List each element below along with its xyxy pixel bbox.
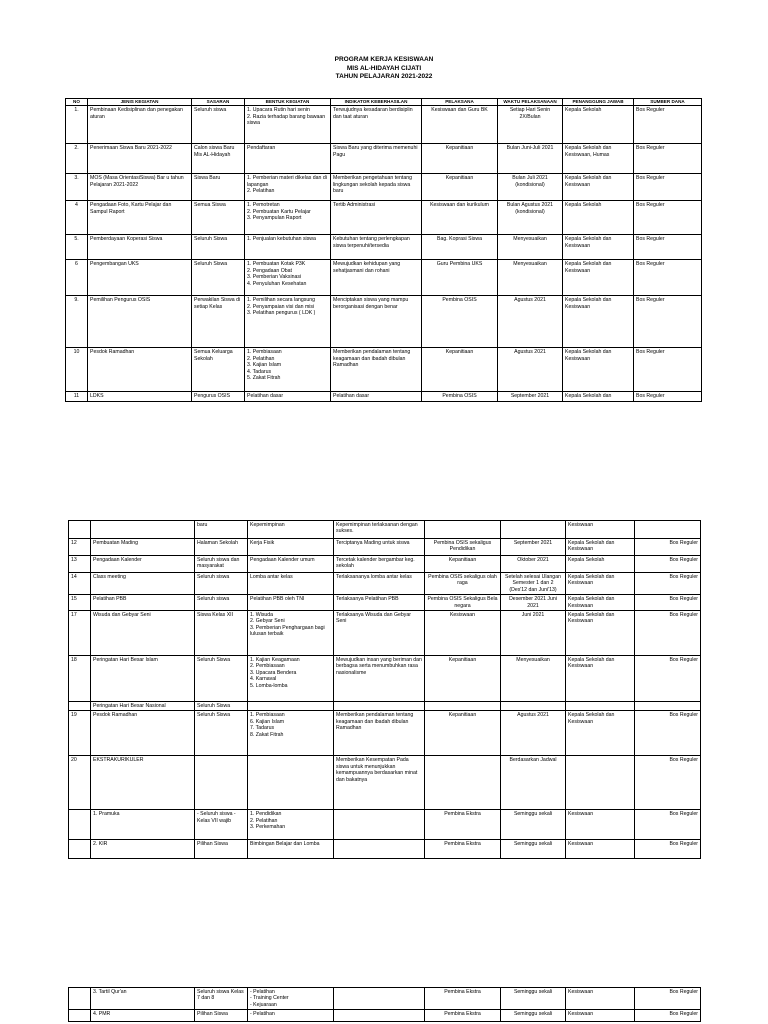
cell-pj: Kepala Sekolah dan Kesiswaan [563, 235, 634, 260]
cell-no [69, 521, 91, 539]
cell-dana: Bos Reguler [635, 810, 701, 840]
cell-dana [635, 702, 701, 711]
cell-pelaksana: Kesiswaan dan kurikulum [422, 201, 498, 235]
cell-jenis: Pengadaan Kalender [91, 556, 195, 573]
cell-pelaksana: Kepanitiaan [422, 174, 498, 201]
cell-waktu: Agustus 2021 [498, 296, 563, 348]
cell-pelaksana [425, 702, 501, 711]
cell-bentuk [245, 235, 331, 260]
cell-bentuk [248, 611, 334, 656]
activity-item: 2. Pembuatan Kartu Pelajar [247, 208, 311, 215]
activity-item: Bimbingan Belajar dan Lomba [250, 841, 320, 848]
activity-item: 2. Pelatihan [250, 817, 278, 824]
table-row [69, 988, 701, 1010]
cell-no [69, 840, 91, 859]
cell-indikator [334, 840, 425, 859]
table-row [69, 711, 701, 756]
cell-no: 9. [66, 296, 88, 348]
cell-jenis: Pesdok Ramadhan [91, 711, 195, 756]
cell-no [69, 988, 91, 1010]
cell-indikator: Pelatihan dasar [331, 392, 422, 401]
table-row [69, 539, 701, 556]
cell-pj: Kepala Sekolah dan Kesiswaan [566, 611, 635, 656]
cell-no: 2. [66, 144, 88, 174]
cell-sasaran: Siswa Baru [192, 174, 245, 201]
cell-jenis: Pelatihan PBB [91, 595, 195, 611]
activity-item: 3. Perkemahan [250, 824, 286, 831]
cell-pj: Kesiswaan [566, 988, 635, 1010]
cell-pelaksana: Guru Pembina UKS [422, 260, 498, 296]
cell-jenis: Pesdok Ramadhan [88, 348, 192, 392]
cell-sasaran: Seluruh siswa [192, 106, 245, 144]
cell-dana: Bos Reguler [635, 573, 701, 595]
cell-no: 13 [69, 556, 91, 573]
cell-pelaksana: Kepanitiaan [425, 556, 501, 573]
table-row [69, 556, 701, 573]
cell-waktu [501, 521, 566, 539]
column-header: BENTUK KEGIATAN [245, 99, 331, 106]
cell-jenis: 1. Pramuka [91, 810, 195, 840]
cell-waktu: Seminggu sekali [501, 988, 566, 1010]
cell-no: 1. [66, 106, 88, 144]
cell-pelaksana: Pembina OSIS sekaligus Pendidikan [425, 539, 501, 556]
cell-dana: Bos Reguler [635, 556, 701, 573]
cell-indikator: Memberikan pendalaman tentang keagamaan dan ibadah dibulan Ramadhan [331, 348, 422, 392]
cell-indikator: Terlaksanya Pelatihan PBB [334, 595, 425, 611]
cell-no: 20 [69, 756, 91, 810]
cell-dana: Bos Reguler [635, 595, 701, 611]
activity-item: 1. Kajian Keagamaan [250, 657, 300, 664]
cell-dana: Bos Reguler [635, 611, 701, 656]
cell-pj: Kepala Sekolah dan Kesiswaan [566, 711, 635, 756]
column-header: SUMBER DANA [634, 99, 702, 106]
cell-sasaran: Seluruh Siswa [195, 656, 248, 702]
cell-dana: Bos Reguler [635, 711, 701, 756]
program-table-page-1 [65, 98, 702, 402]
cell-jenis: Class meeting [91, 573, 195, 595]
activity-item: Pengadaan Kalender umum [250, 557, 315, 563]
program-table-page-3 [68, 987, 701, 1022]
column-header: JENIS KEGIATAN [88, 99, 192, 106]
cell-bentuk [248, 595, 334, 611]
cell-jenis: Peringatan Hari Besar Nasional [91, 702, 195, 711]
cell-dana: Bos Reguler [634, 235, 702, 260]
cell-sasaran: Seluruh Siswa [192, 260, 245, 296]
cell-waktu: Bulan Juni-Juli 2021 [498, 144, 563, 174]
cell-bentuk [245, 106, 331, 144]
cell-bentuk [248, 656, 334, 702]
activity-item: 2. Penyampaian visi dan misi [247, 303, 315, 310]
cell-jenis: MOS (Masa OrientasiSiswa) Bar u tahun Pelajaran 2021-2022 [88, 174, 192, 201]
cell-waktu: Menyesuaikan [498, 235, 563, 260]
activity-item: 4. Penyuluhan Kesehatan [247, 280, 307, 287]
table-row [66, 348, 702, 392]
table-header-row [66, 99, 702, 106]
cell-jenis: Pemberdayaan Koperasi Siswa [88, 235, 192, 260]
activity-item: 2. Pelatihan [247, 188, 275, 195]
cell-indikator: Kepemimpinan terlaksanan dengan sukses. [334, 521, 425, 539]
cell-pj: Kepala Sekolah dan [563, 392, 634, 401]
cell-pj: Kepala Sekolah dan Kesiswaan [563, 348, 634, 392]
cell-dana: Bos Reguler [635, 756, 701, 810]
cell-sasaran: Seluruh Siswa [192, 235, 245, 260]
cell-indikator: Terciptanya Mading untuk siswa [334, 539, 425, 556]
cell-pj: Kesiswaan [566, 810, 635, 840]
cell-jenis: LDKS [88, 392, 192, 401]
cell-jenis: Pengembangan UKS [88, 260, 192, 296]
cell-sasaran: Halaman Sekolah [195, 539, 248, 556]
table-row [66, 201, 702, 235]
cell-sasaran: Perwakilan Siswa di setiap Kelas [192, 296, 245, 348]
cell-pelaksana: Pembina OSIS [422, 296, 498, 348]
cell-bentuk [245, 348, 331, 392]
cell-bentuk [248, 556, 334, 573]
cell-sasaran: Seluruh siswa [195, 595, 248, 611]
cell-sasaran: Pilihan Siswa [195, 1010, 248, 1022]
activity-item: 1. Pendidikan [250, 811, 282, 818]
cell-sasaran: Seluruh siswa dan masyarakat [195, 556, 248, 573]
cell-jenis [91, 521, 195, 539]
activity-item: Lomba antar kelas [250, 574, 293, 580]
cell-no: 10 [66, 348, 88, 392]
document-title [0, 56, 768, 82]
cell-waktu: Seminggu sekali [501, 810, 566, 840]
cell-sasaran: Semua Keluarga Sekolah [192, 348, 245, 392]
cell-jenis: 2. KIR [91, 840, 195, 859]
activity-item: - Pelatihan [250, 1011, 275, 1018]
activity-item: 3. Pelatihan pengurus ( LDK ) [247, 310, 316, 317]
cell-indikator: Terlaksananya lomba antar kelas [334, 573, 425, 595]
cell-sasaran: baru [195, 521, 248, 539]
table-row [66, 144, 702, 174]
cell-bentuk [245, 392, 331, 401]
activity-item: - Pelatihan [250, 989, 275, 995]
cell-bentuk [248, 573, 334, 595]
cell-bentuk [248, 810, 334, 840]
cell-sasaran: Seluruh Siswa [195, 702, 248, 711]
cell-waktu [501, 702, 566, 711]
cell-waktu: Agustus 2021 [498, 348, 563, 392]
activity-item: 1. Penjualan kebutuhan siswa [247, 236, 316, 243]
cell-no: 17 [69, 611, 91, 656]
cell-indikator: Terlaksanya Wisuda dan Gebyar Seni [334, 611, 425, 656]
table-row [66, 392, 702, 401]
cell-bentuk [248, 840, 334, 859]
cell-pj: Kepala Sekolah dan Kesiswaan [566, 656, 635, 702]
cell-pj: Kepala Sekolah [566, 556, 635, 573]
cell-waktu: Menyesuaikan [501, 656, 566, 702]
cell-sasaran: Seluruh siswa Kelas 7 dan 8 [195, 988, 248, 1010]
cell-no: 15 [69, 595, 91, 611]
cell-pj: Kepala Sekolah dan Kesiswaan [566, 539, 635, 556]
cell-pelaksana: Kepanitiaan [425, 711, 501, 756]
cell-pj: Kepala Sekolah dan Kesiswaan [563, 260, 634, 296]
cell-jenis: Pengadaan Foto, Kartu Pelajar dan Sampul Raport [88, 201, 192, 235]
cell-dana: Bos Reguler [635, 539, 701, 556]
cell-waktu: Menyesuaikan [498, 260, 563, 296]
table-row [69, 595, 701, 611]
program-table-page-2 [68, 520, 701, 859]
activity-item: 3. Penyampulan Raport [247, 215, 302, 222]
activity-item: 1. Pemilihan secara langsung [247, 297, 316, 304]
cell-waktu: September 2021 [498, 392, 563, 401]
cell-waktu: Oktober 2021 [501, 556, 566, 573]
activity-item: 2. Gebyar Seni [250, 618, 285, 625]
column-header: PENANGGUNG JAWAB [563, 99, 634, 106]
cell-pelaksana: Pembina Ekstra [425, 1010, 501, 1022]
cell-jenis: Penerimaan Siswa Baru 2021-2022 [88, 144, 192, 174]
cell-indikator [334, 702, 425, 711]
cell-indikator: Memberikan pengetahuan tentang lingkungan sekolah kepada siswa baru [331, 174, 422, 201]
cell-sasaran: Semua Siswa [192, 201, 245, 235]
activity-item: 2. Pengadaan Obat [247, 267, 292, 274]
cell-waktu: Setelah selesai Ulangan Semester 1 dan 2 (Des'12 dan Juni'13) [501, 573, 566, 595]
activity-item: 1. Wisuda [250, 612, 274, 619]
cell-dana: Bos Reguler [634, 392, 702, 401]
activity-item: 2. Pelatihan [247, 355, 275, 362]
cell-dana: Bos Reguler [634, 174, 702, 201]
cell-no: 11 [66, 392, 88, 401]
activity-item: 6. Kajian Islam [250, 718, 285, 725]
cell-waktu: Desember 2021 Juni 2021 [501, 595, 566, 611]
cell-pj: Kepala Sekolah [563, 106, 634, 144]
cell-pj: Kepala Sekolah dan Kesiswaan [563, 296, 634, 348]
cell-sasaran: Pengurus OSIS [192, 392, 245, 401]
table-row [66, 235, 702, 260]
table-row [69, 702, 701, 711]
cell-sasaran: Seluruh Siswa [195, 711, 248, 756]
cell-pelaksana: Kesiswaan [425, 611, 501, 656]
cell-indikator [334, 988, 425, 1010]
cell-sasaran: Siswa Kelas XII [195, 611, 248, 656]
cell-indikator: Mewujudkan kehidupan yang sehatjasmani dan rohani [331, 260, 422, 296]
cell-sasaran: Calon siswa Baru Mis AL-Hidayah [192, 144, 245, 174]
cell-jenis: Wisuda dan Gebyar Seni [91, 611, 195, 656]
cell-waktu: Juni 2021 [501, 611, 566, 656]
cell-dana: Bos Reguler [634, 106, 702, 144]
cell-pelaksana [425, 756, 501, 810]
cell-bentuk [248, 711, 334, 756]
table-row [69, 656, 701, 702]
cell-pelaksana: Kesiswaan dan Guru BK [422, 106, 498, 144]
activity-item: 5. Zakat Fitrah [247, 375, 281, 382]
cell-waktu: September 2021 [501, 539, 566, 556]
cell-bentuk [248, 1010, 334, 1022]
activity-item: 2. Razia terhadap barang bawaan siswa [247, 113, 326, 127]
table-row [69, 521, 701, 539]
cell-no: 19 [69, 711, 91, 756]
table-row [69, 756, 701, 810]
cell-pj: Kepala Sekolah dan Kesiswaan, Humas [563, 144, 634, 174]
cell-jenis: 4. PMR [91, 1010, 195, 1022]
cell-pj: Kepala Sekolah dan Kesiswaan [563, 174, 634, 201]
activity-item: 5. Lomba-lomba [250, 682, 288, 689]
cell-pj [566, 756, 635, 810]
cell-no: 12 [69, 539, 91, 556]
activity-item: 8. Zakat Fitrah [250, 731, 284, 738]
cell-pelaksana: Pembina OSIS Sekaligus Bela negara [425, 595, 501, 611]
activity-item: 1. Upacara Rutin hari senin [247, 107, 310, 114]
cell-indikator: Menciptakan siswa yang mampu berorganisasi dengan benar [331, 296, 422, 348]
cell-dana: Bos Reguler [634, 348, 702, 392]
cell-dana: Bos Reguler [635, 840, 701, 859]
title-line-1: PROGRAM KERJA KESISWAAN [334, 56, 434, 63]
table-row [69, 810, 701, 840]
activity-item: 1. Pembiasaan [247, 349, 282, 356]
cell-dana: Bos Reguler [634, 260, 702, 296]
cell-pelaksana: Pembina OSIS [422, 392, 498, 401]
activity-item: 4. Tadarus [247, 368, 272, 375]
cell-dana: Bos Reguler [634, 144, 702, 174]
cell-sasaran: - Seluruh siswa - Kelas VII wajib [195, 810, 248, 840]
cell-indikator: Tercetak kalender bergambar keg. sekolah [334, 556, 425, 573]
activity-item: - Training Center [250, 995, 289, 1002]
cell-bentuk [245, 296, 331, 348]
activity-item: Pelatihan PBB oleh TNI [250, 596, 305, 603]
table-row [66, 296, 702, 348]
cell-bentuk [248, 539, 334, 556]
cell-indikator [334, 1010, 425, 1022]
cell-pelaksana: Pembina Ekstra [425, 810, 501, 840]
cell-pelaksana [425, 521, 501, 539]
table-row [66, 174, 702, 201]
cell-pelaksana: Pembina OSIS sekaligus olah raga [425, 573, 501, 595]
cell-pelaksana: Pembina Ekstra [425, 840, 501, 859]
cell-dana: Bos Reguler [634, 296, 702, 348]
cell-indikator: Siswa Baru yang diterima memenuhi Pagu [331, 144, 422, 174]
title-line-3: TAHUN PELAJARAN 2021-2022 [335, 73, 433, 80]
activity-item: 3. Pemberian Vaksinasi [247, 274, 302, 281]
cell-bentuk [248, 988, 334, 1010]
table-row [69, 573, 701, 595]
cell-sasaran [195, 756, 248, 810]
cell-no: 6 [66, 260, 88, 296]
cell-no: 3. [66, 174, 88, 201]
cell-pelaksana: Kepanitiaan [425, 656, 501, 702]
cell-dana: Bos Reguler [635, 656, 701, 702]
cell-sasaran: Seluruh siswa [195, 573, 248, 595]
cell-no: 18 [69, 656, 91, 702]
cell-dana: Bos Reguler [634, 201, 702, 235]
activity-item: 1. Pemotretan [247, 202, 280, 209]
cell-bentuk [245, 174, 331, 201]
activity-item: 4. Karnaval [250, 676, 277, 683]
activity-item: - Kejuaraan [250, 1001, 277, 1008]
cell-jenis: Pembinaan Kedisiplinan dan penegakan aturan [88, 106, 192, 144]
cell-waktu: Seminggu sekali [501, 840, 566, 859]
cell-pj: Kesiswaan [566, 1010, 635, 1022]
cell-jenis: EKSTRAKURIKULER [91, 756, 195, 810]
cell-indikator: Tertib Administrasi [331, 201, 422, 235]
activity-item: 3. Kajian Islam [247, 362, 282, 369]
cell-pj: Kesiswaan [566, 840, 635, 859]
cell-bentuk [245, 260, 331, 296]
cell-indikator [334, 810, 425, 840]
cell-pj: Kepala Sekolah [563, 201, 634, 235]
cell-indikator: Mewujudkan insan yang beriman dan berbagsa serta menumbuhkan rasa nasionalisme [334, 656, 425, 702]
activity-item: Kepemimpinan [250, 522, 285, 528]
cell-bentuk [245, 201, 331, 235]
cell-pj: Kepala Sekolah dan Kesiswaan [566, 573, 635, 595]
activity-item: 1. Pemberian materi dikelas dan di lapangan [247, 175, 327, 188]
cell-pelaksana: Kepanitiaan [422, 144, 498, 174]
cell-dana: Bos Reguler [635, 1010, 701, 1022]
table-row [69, 1010, 701, 1022]
cell-dana: Bos Reguler [635, 988, 701, 1010]
cell-no: 14 [69, 573, 91, 595]
cell-pelaksana: Bag. Koprasi Siswa [422, 235, 498, 260]
table-row [66, 106, 702, 144]
column-header: NO [66, 99, 88, 106]
cell-waktu: Agustus 2021 [501, 711, 566, 756]
cell-indikator: Terwujudnya kesadaran berdisiplin dan taat aturan [331, 106, 422, 144]
cell-pj: Kepala Sekolah dan Kesiswaan [566, 595, 635, 611]
activity-item: Kerja Fisik [250, 540, 275, 546]
table-row [69, 840, 701, 859]
column-header: INDIKATOR KEBERHASILAN [331, 99, 422, 106]
title-line-2: MIS AL-HIDAYAH CIJATI [346, 64, 422, 72]
cell-dana [635, 521, 701, 539]
activity-item: 1. Pembiasaan [250, 712, 285, 719]
cell-jenis: Peringatan Hari Besar Islam [91, 656, 195, 702]
cell-jenis: Pemilihan Pengurus OSIS [88, 296, 192, 348]
cell-no: 5. [66, 235, 88, 260]
column-header: SASARAN [192, 99, 245, 106]
cell-pelaksana: Pembina Ekstra [425, 988, 501, 1010]
cell-waktu: Seminggu sekali [501, 1010, 566, 1022]
table-row [66, 260, 702, 296]
cell-indikator: Memberikan Kesempatan Pada siswa untuk menunjukkan kemampuannya berdasarkan minat dan bakatnya [334, 756, 425, 810]
activity-item: 3. Upacara Bendera [250, 669, 297, 676]
column-header: PELAKSANA [422, 99, 498, 106]
cell-waktu: Setiap Hari Senin 2X/Bulan [498, 106, 563, 144]
cell-waktu: Bulan Agustus 2021 (kondisional) [498, 201, 563, 235]
cell-bentuk [248, 756, 334, 810]
activity-item: Pendaftaran [247, 145, 276, 152]
cell-indikator: Kebutuhan tentang perlengkapan siswa terpenuhi/tersedia [331, 235, 422, 260]
cell-bentuk [248, 521, 334, 539]
cell-jenis: Pembuatan Mading [91, 539, 195, 556]
cell-bentuk [248, 702, 334, 711]
cell-sasaran: Pilihan Siswa [195, 840, 248, 859]
cell-no [69, 810, 91, 840]
activity-item: Pelatihan dasar [247, 393, 284, 400]
cell-no: 4 [66, 201, 88, 235]
cell-pelaksana: Kepanitiaan [422, 348, 498, 392]
activity-item: 2. Pembiasaan [250, 663, 285, 670]
cell-jenis: 3. Tartil Qur'an [91, 988, 195, 1010]
activity-item: 3. Pemberian Penghargaan bagi lulusan terbaik [250, 624, 325, 638]
cell-bentuk [245, 144, 331, 174]
cell-pj [566, 702, 635, 711]
table-row [69, 611, 701, 656]
cell-no [69, 1010, 91, 1022]
cell-no [69, 702, 91, 711]
cell-waktu: Bulan Juli 2021 (kondisional) [498, 174, 563, 201]
activity-item: 1. Pembuatan Kotak P3K [247, 261, 306, 268]
cell-indikator: Memberikan pendalaman tentang keagamaan dan ibadah dibulan Ramadhan [334, 711, 425, 756]
cell-pj: Kesiswaan [566, 521, 635, 539]
column-header: WAKTU PELAKSANAAN [498, 99, 563, 106]
activity-item: 7. Tadarus [250, 725, 275, 732]
cell-waktu: Berdasarkan Jadwal [501, 756, 566, 810]
